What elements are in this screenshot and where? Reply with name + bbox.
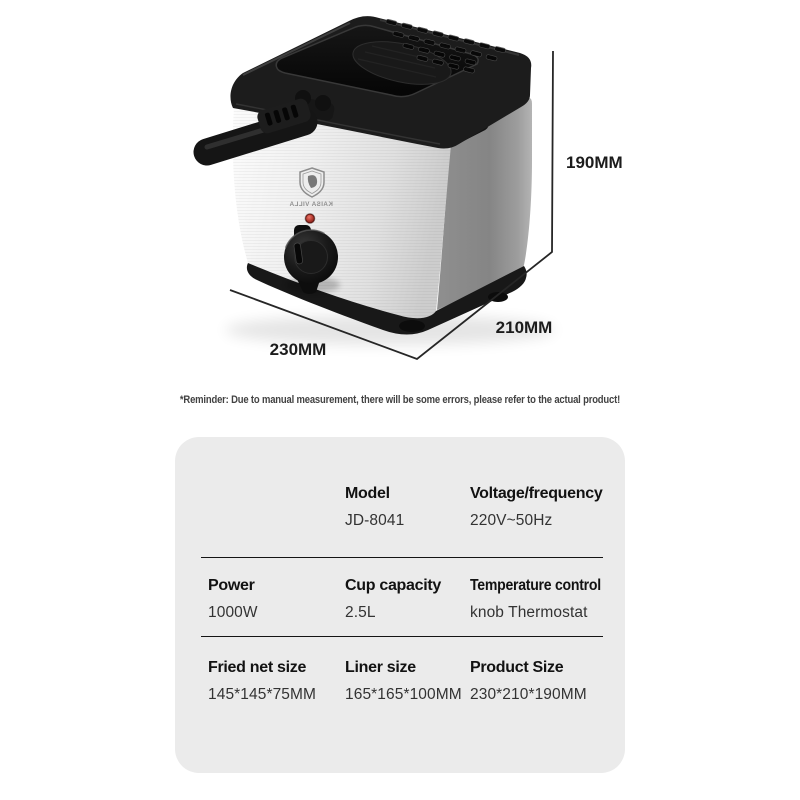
spec-label-fried-net: Fried net size — [208, 659, 307, 676]
spec-cell-product-size — [470, 657, 625, 705]
spec-label-capacity: Cup capacity — [345, 577, 441, 594]
spec-cell-voltage — [470, 483, 625, 531]
spec-label-voltage: Voltage/frequency — [470, 485, 603, 502]
brand-text: KAISA VILLA — [289, 201, 333, 208]
spec-cell-power — [208, 575, 345, 623]
spec-row-model — [175, 437, 625, 557]
spec-label-product-size: Product Size — [470, 659, 564, 676]
spec-cell-empty — [208, 483, 345, 531]
spec-cell-liner — [345, 657, 470, 705]
spec-value-liner: 165*165*100MM — [345, 686, 462, 703]
spec-cell-temperature — [470, 575, 625, 623]
spec-label-power: Power — [208, 577, 255, 594]
spec-value-voltage: 220V~50Hz — [470, 512, 553, 529]
spec-cell-model — [345, 483, 470, 531]
spec-value-product-size: 230*210*190MM — [470, 686, 587, 703]
dimension-height-label: 190MM — [566, 153, 623, 172]
spec-value-fried-net: 145*145*75MM — [208, 686, 317, 703]
foot — [399, 320, 425, 332]
reminder-text: *Reminder: Due to manual measurement, there will be some errors, please refer to the actual product! — [179, 394, 621, 406]
spec-label-liner: Liner size — [345, 659, 416, 676]
spec-value-power: 1000W — [208, 604, 258, 621]
spec-card — [175, 437, 625, 773]
spec-value-model: JD-8041 — [345, 512, 405, 529]
spec-row-sizes — [175, 637, 625, 705]
power-indicator-light — [306, 214, 315, 223]
spec-value-temperature: knob Thermostat — [470, 604, 588, 621]
spec-cell-capacity — [345, 575, 470, 623]
spec-cell-fried-net — [208, 657, 345, 705]
spec-value-capacity: 2.5L — [345, 604, 376, 621]
spec-label-model: Model — [345, 485, 390, 502]
dimension-depth-label: 210MM — [495, 318, 553, 337]
dimension-width-label: 230MM — [269, 340, 327, 359]
spec-label-temperature: Temperature control — [470, 577, 601, 594]
spec-row-power — [175, 558, 625, 636]
